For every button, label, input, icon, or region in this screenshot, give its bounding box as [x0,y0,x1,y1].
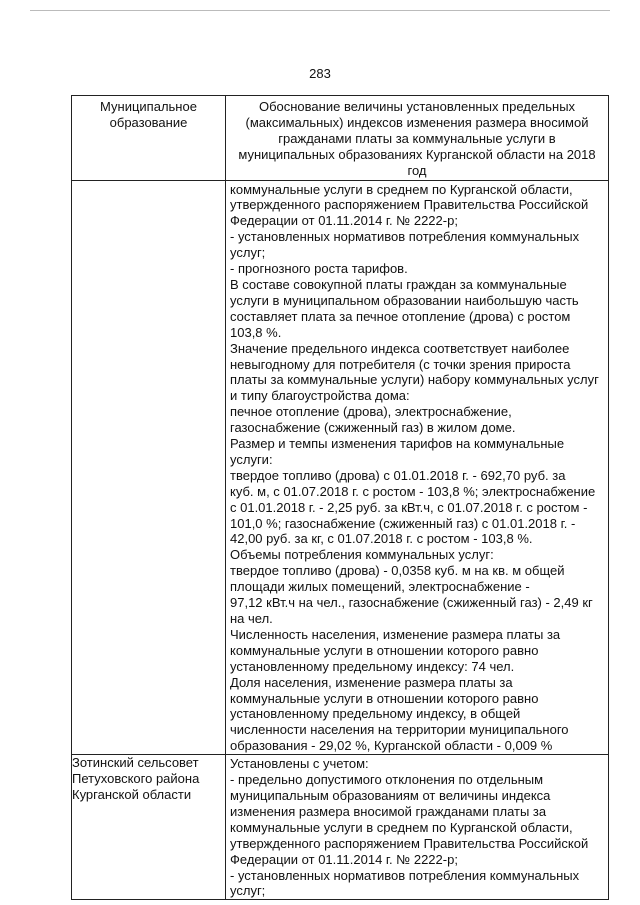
text-line: коммунальные услуги в среднем по Курганской области, [230,181,573,197]
text-line: 97,12 кВт.ч на чел., газоснабжение (сжиженный газ) - 2,49 кг [230,595,593,611]
text-line: услуг; [230,883,266,899]
text-line: коммунальные услуги в отношении которого равно [230,642,539,658]
page-number: 283 [309,66,331,81]
text-line: - установленных нормативов потребления коммунальных [230,867,580,883]
text-line: В составе совокупной платы граждан за коммунальные [230,276,567,292]
table-header-row [72,96,609,181]
text-line: Установлены с учетом: [230,756,369,772]
tariff-justification-table [71,95,609,900]
text-line: Значение предельного индекса соответствует наиболее [230,340,570,356]
text-line: 42,00 руб. за кг, с 01.07.2018 г. с ростом - 103,8 %. [230,531,533,547]
text-line: на чел. [230,611,273,626]
text-line: 101,0 %; газоснабжение (сжиженный газ) с 01.01.2018 г. - [230,515,576,531]
text-line: установленному предельному индексу: 74 чел. [230,658,515,674]
justification-cell [226,180,609,755]
text-line: образования - 29,02 %, Курганской области - 0,009 % [230,738,553,754]
text-line: услуг; [230,245,266,261]
text-line: твердое топливо (дрова) - 0,0358 куб. м на кв. м общей [230,563,565,579]
text-line: и типу благоустройства дома: [230,388,410,404]
justification-cell [226,755,609,900]
text-line: Доля населения, изменение размера платы за [230,674,513,690]
text-line: печное отопление (дрова), электроснабжение, [230,404,512,420]
text-line: установленному предельному индексу, в общей [230,706,521,722]
text-line: твердое топливо (дрова) с 01.01.2018 г. - 692,70 руб. за [230,467,566,483]
scan-edge-line [30,10,610,11]
municipality-cell [72,180,226,755]
header-justification: Обоснование величины установленных предельных (максимальных) индексов изменения размера вносимой гражданами платы за коммунальные услуги в муниципальных образованиях Курганской области на 2018 год [226,96,609,181]
text-line: услуги в муниципальном образовании наибольшую часть [230,292,579,308]
municipality-cell: Зотинский сельсовет Петуховского района Курганской области [72,755,226,900]
text-line: численности населения на территории муниципального [230,722,569,738]
text-line: утвержденного распоряжением Правительства Российской [230,835,589,851]
text-line: изменения размера вносимой гражданами платы за [230,803,547,819]
text-line: составляет плата за печное отопление (дрова) с ростом [230,308,571,324]
text-line: куб. м, с 01.07.2018 г. с ростом - 103,8 %; электроснабжение [230,483,596,499]
justification-text [226,755,608,899]
text-line: муниципальным образованиям от величины индекса [230,787,551,803]
table-row [72,180,609,755]
text-line: - прогнозного роста тарифов. [230,261,408,277]
text-line: коммунальные услуги в отношении которого равно [230,690,539,706]
text-line: невыгодному для потребителя (с точки зрения прироста [230,356,571,372]
text-line: газоснабжение (сжиженный газ) в жилом доме. [230,420,516,436]
text-line: Объемы потребления коммунальных услуг: [230,547,494,563]
text-line: услуги: [230,451,273,467]
text-line: Федерации от 01.11.2014 г. № 2222-р; [230,213,458,229]
text-line: утвержденного распоряжением Правительства Российской [230,197,589,213]
text-line: - установленных нормативов потребления коммунальных [230,229,580,245]
text-line: с 01.01.2018 г. - 2,25 руб. за кВт.ч, с 01.07.2018 г. с ростом - [230,499,588,515]
justification-text [226,181,608,755]
text-line: платы за коммунальные услуги) набору коммунальных услуг [230,372,599,388]
text-line: коммунальные услуги в среднем по Курганской области, [230,819,573,835]
text-line: Численность населения, изменение размера платы за [230,626,561,642]
table-row [72,755,609,900]
text-line: - предельно допустимого отклонения по отдельным [230,772,544,788]
header-municipality: Муниципальное образование [72,96,226,181]
text-line: площади жилых помещений, электроснабжение - [230,579,530,595]
text-line: 103,8 %. [230,324,282,340]
text-line: Федерации от 01.11.2014 г. № 2222-р; [230,851,458,867]
text-line: Размер и темпы изменения тарифов на коммунальные [230,436,565,452]
